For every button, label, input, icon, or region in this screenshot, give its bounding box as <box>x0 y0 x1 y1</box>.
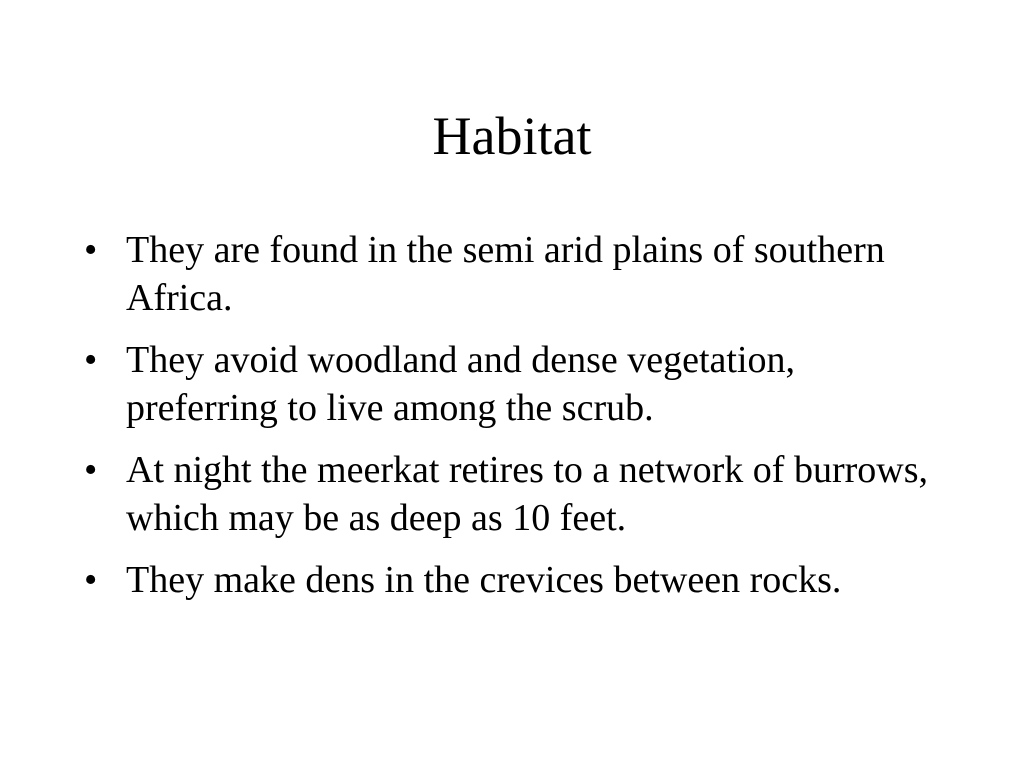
bullet-text: They avoid woodland and dense vegetation, preferring to live among the scrub. <box>126 339 796 429</box>
bullet-icon: • <box>84 339 98 381</box>
bullet-item <box>84 446 954 542</box>
bullet-list <box>84 226 954 618</box>
bullet-item <box>84 336 954 432</box>
bullet-item <box>84 226 954 322</box>
slide-title: Habitat <box>432 106 592 166</box>
bullet-icon: • <box>84 449 98 491</box>
bullet-text: They are found in the semi arid plains of southern Africa. <box>126 229 885 319</box>
bullet-icon: • <box>84 559 98 601</box>
bullet-text: At night the meerkat retires to a network of burrows, which may be as deep as 10 feet. <box>126 449 928 539</box>
bullet-icon: • <box>84 229 98 271</box>
bullet-text: They make dens in the crevices between rocks. <box>126 559 842 601</box>
bullet-item <box>84 556 954 604</box>
